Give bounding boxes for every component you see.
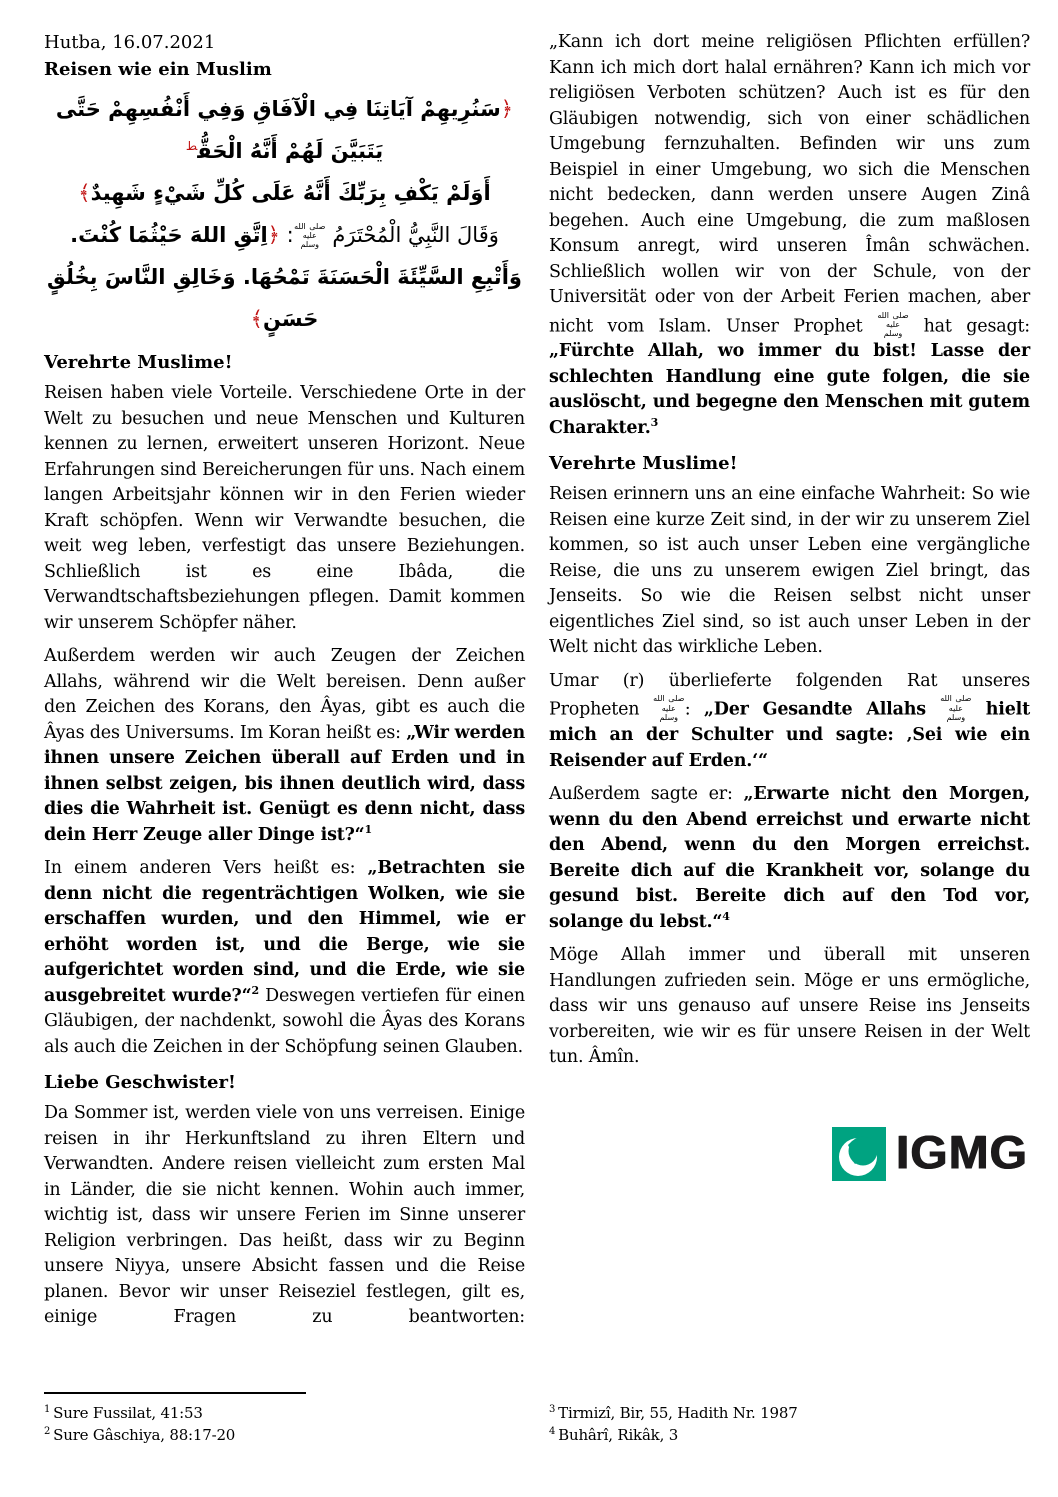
paragraph: Da Sommer ist, werden viele von uns verreisen. Einige reisen in ihr Herkunftsland zu ihren Eltern und Verwandten. Andere reisen vielleicht zum ersten Mal in Länder, die sie nicht kennen. Wohin auch immer, wichtig ist, dass wir unsere Ferien im Sinne unserer Religion verbringen. Das heißt, dass wir zu Beginn unsere Niyya, unsere Absicht fassen und die Reise planen. Bevor wir unser Reiseziel festlegen, gilt es, einige Fragen zu beantworten: — [44, 1103, 525, 1327]
footnotes-left — [44, 1392, 525, 1446]
text-segment: „Wir werden ihnen unsere Zeichen überall auf Erden und in ihnen selbst zeigen, bis ihnen deutlich wird, dass dies die Wahrheit ist. Genügt es denn nicht, dass dein Herr Zeuge aller Dinge ist?“ — [44, 722, 525, 845]
paragraph — [549, 30, 1030, 441]
footnote-3 — [549, 1402, 1030, 1424]
footnote-2 — [44, 1424, 525, 1446]
text-segment: أَوَلَمْ يَكْفِ بِرَبِّكَ أَنَّهُ عَلَى كُلِّ شَيْءٍ شَهِيدٌ — [90, 181, 491, 205]
document-title: Reisen wie ein Muslim — [44, 59, 272, 80]
text-segment: وَأَتْبِعِ السَّيِّئَةَ الْحَسَنَةَ تَمْحُهَا. وَخَالِقِ النَّاسَ بِخُلُقٍ حَسَنٍ — [47, 265, 522, 331]
footnote-marker: 2 — [44, 1426, 51, 1437]
footnote-marker: 4 — [549, 1426, 556, 1437]
paragraph: Reisen haben viele Vorteile. Verschiedene Orte in der Welt zu besuchen und neue Menschen und Kulturen kennen zu lernen, erweitert unseren Horizont. Neue Erfahrungen sind Bereicherungen für uns. Nach einem langen Arbeitsjahr können wir in den Ferien wieder Kraft schöpfen. Wenn wir Verwandte besuchen, die weit weg leben, verfestigt das unsere Beziehungen. Schließlich ist es eine Ibâda, die Verwandtschaftsbeziehungen pflegen. Damit kommen wir unserem Schöpfer näher. — [44, 383, 525, 633]
text-segment: Außerdem werden wir auch Zeugen der Zeichen Allahs, während wir die Welt bereisen. Denn außer den Zeichen des Korans, den Âyas, gibt es auch die Âyas des Universums. Im Koran heißt es: — [44, 646, 525, 743]
footnote-text: Tirmizî, Bir, 55, Hadith Nr. 1987 — [558, 1404, 798, 1422]
paragraph — [549, 669, 1030, 774]
saw-calligraphy-glyph: صلى الله عليه وسلم — [294, 221, 326, 249]
igmg-logo — [549, 1127, 1030, 1181]
footnote-ref: 3 — [650, 416, 659, 430]
text-segment: وَقَالَ النَّبِيُّ الْمُحْتَرَمُ — [325, 223, 499, 247]
waqf-mark: ط — [185, 139, 198, 153]
paragraph — [44, 856, 525, 1060]
saw-calligraphy-glyph: صلى الله عليه وسلم — [653, 694, 685, 722]
saw-calligraphy-glyph: صلى الله عليه وسلم — [877, 310, 909, 338]
paragraph — [44, 644, 525, 848]
footnote-ref: 2 — [251, 983, 259, 997]
text-segment: Deswegen vertiefen für einen Gläubigen, der nachdenkt, sowohl die Âyas des Korans als auch die Zeichen in der Schöpfung seinen Glauben. — [44, 985, 525, 1057]
text-segment: : — [279, 223, 294, 247]
text-segment: Außerdem sagte er: — [549, 784, 744, 805]
footnote-marker: 1 — [44, 1404, 51, 1415]
footnotes — [44, 1392, 1030, 1446]
text-segment: „Fürchte Allah, wo immer du bist! Lasse der schlechten Handlung eine gute folgen, die sie auslöscht, und begegne den Menschen mit gutem Charakter. — [549, 341, 1030, 438]
footnote-4 — [549, 1424, 1030, 1446]
footnote-text: Sure Gâschiya, 88:17-20 — [53, 1426, 236, 1444]
igmg-crescent-europe-icon — [832, 1127, 886, 1181]
text-segment: „Kann ich dort meine religiösen Pflichten erfüllen? Kann ich mich dort halal ernähren? Kann ich mich vor religiösen Verboten schützen? Auch ist es für den Gläubigen notwendig, sich von einer schädlichen Umgebung fernzuhalten. Befinden wir uns zum Beispiel in einer Umgebung, wo sich die Menschen nicht bedecken, dann werden unsere Augen Zinâ begehen. Auch eine Umgebung, die zum maßlosen Konsum anregt, wird unseren Îmân schwächen. Schließlich wollen wir von der Schule, von der Universität oder von der Arbeit Ferien machen, aber nicht vom Islam. Unser Prophet — [549, 32, 1030, 336]
paragraph — [549, 782, 1030, 935]
paragraph: Möge Allah immer und überall mit unseren Handlungen zufrieden sein. Möge er uns ermögliche, dass wir uns genauso auf unsere Reise ins Jenseits vorbereiten, wie wir es für unsere Reisen in der Welt tun. Âmîn. — [549, 945, 1030, 1068]
footnote-ref: 1 — [364, 822, 372, 836]
igmg-logo-text: IGMG — [896, 1127, 1028, 1180]
text-segment: سَنُرِيهِمْ آيَاتِنَا فِي الْآفَاقِ وَفِي أَنْفُسِهِمْ حَتَّى يَتَبَيَّنَ لَهُمْ أَنَّهُ الْحَقُّ — [55, 97, 501, 163]
saw-calligraphy-glyph: صلى الله عليه وسلم — [940, 694, 972, 722]
text-segment: : — [684, 699, 704, 720]
right-column — [549, 30, 1030, 1339]
quran-ornament: ﴾ — [78, 181, 91, 205]
quran-ornament: ﴿ — [500, 97, 514, 121]
text-segment: „Der Gesandte Allahs — [703, 699, 940, 720]
footnote-separator — [44, 1392, 306, 1394]
footnote-text: Sure Fussilat, 41:53 — [53, 1404, 203, 1422]
text-segment: hielt mich an der Schulter und sagte: ‚Sei wie ein Reisender auf Erden.‘“ — [549, 699, 1030, 771]
text-segment: Umar (r) überlieferte folgenden Rat unseres Propheten — [549, 670, 1030, 720]
section-heading: Liebe Geschwister! — [44, 1072, 236, 1093]
footnote-text: Buhârî, Rikâk, 3 — [558, 1426, 679, 1444]
text-segment: „Erwarte nicht den Morgen, wenn du den Abend erreichst und erwarte nicht den Abend, wenn du den Morgen erreichst. Bereite dich auf die Krankheit vor, solange du gesund bist. Bereite dich auf den Tod vor, solange du lebst.“ — [549, 784, 1030, 932]
arabic-line — [44, 172, 525, 214]
text-segment: hat gesagt: — [909, 315, 1030, 336]
footnote-1 — [44, 1402, 525, 1424]
text-segment: اِتَّقِ اللهَ حَيْثُمَا كُنْتَ. — [70, 223, 268, 247]
section-heading: Verehrte Muslime! — [549, 453, 738, 475]
document-date: Hutba, 16.07.2021 — [44, 32, 216, 53]
arabic-line — [44, 214, 525, 256]
footnote-ref: 4 — [722, 909, 730, 923]
arabic-line — [44, 88, 525, 172]
text-segment: „Betrachten sie denn nicht die regenträchtigen Wolken, wie sie erschaffen wurden, und den Himmel, wie er erhöht worden ist, und die Berge, wie sie aufgerichtet worden sind, und die Erde, wie sie ausgebreitet wurde?“ — [44, 858, 525, 1006]
footnotes-right — [549, 1392, 1030, 1446]
arabic-line — [44, 256, 525, 340]
left-column — [44, 30, 525, 1339]
section-heading: Verehrte Muslime! — [44, 352, 233, 373]
right-column-text — [549, 30, 1030, 1071]
footnote-marker: 3 — [549, 1404, 556, 1415]
quran-ornament: ﴿ — [267, 223, 280, 247]
two-column-text — [44, 30, 1030, 1339]
quran-ornament: ﴾ — [250, 307, 263, 331]
text-segment: In einem anderen Vers heißt es: — [44, 858, 368, 878]
paragraph: Reisen erinnern uns an eine einfache Wahrheit: So wie Reisen eine kurze Zeit sind, in der wir zu unserem Ziel kommen, so ist auch unser Leben eine vergängliche Reise, die uns zu unserem ewigen Ziel bringt, das Jenseits. So wie die Reisen selbst nicht unser eigentliches Ziel sind, so ist auch unser Leben in der Welt nicht das wirkliche Leben. — [549, 484, 1030, 658]
